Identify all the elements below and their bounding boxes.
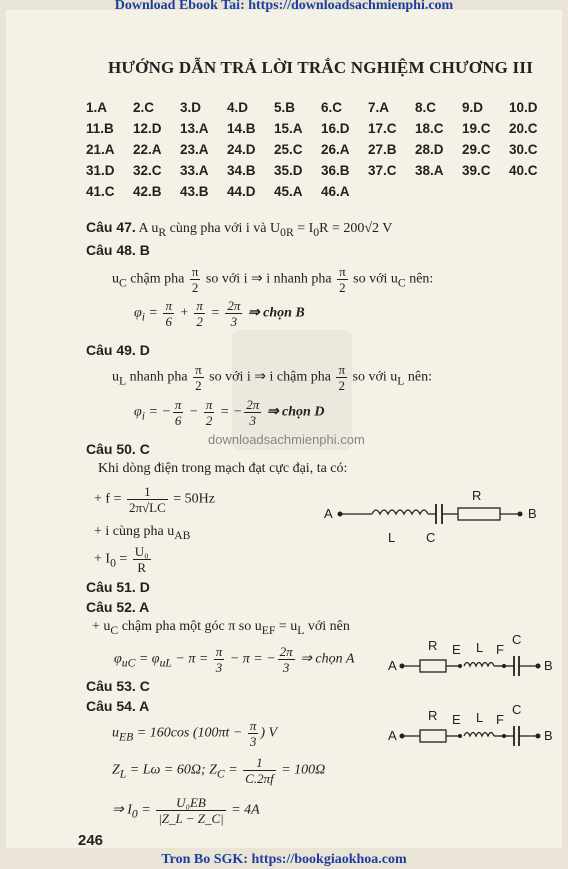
q48-text: φ [134,305,142,321]
inductor-symbol [464,733,494,737]
resistor-label: R [428,638,438,653]
answer-cell: 15.A [274,121,303,136]
q52-equation [114,644,354,675]
q52-sub: C [110,623,119,637]
answer-cell: 40.C [509,163,538,178]
q48-frac [225,298,242,329]
resistor-symbol [420,660,446,672]
answer-cell: 30.C [509,142,538,157]
q49-frac-den: 3 [249,413,257,428]
q54-text: = 100Ω [277,762,326,778]
q48-frac [194,298,205,329]
answer-cell: 7.A [368,100,390,115]
q52-result: ⇒ chọn A [296,651,355,667]
q50-intro: Khi dòng điện trong mạch đạt cực đại, ta có: [98,461,348,476]
q48-sub: C [397,276,406,290]
answer-cell: 4.D [227,100,249,115]
q49-frac-den: 2 [205,413,213,428]
q48-text: so với i ⇒ i nhanh pha [202,271,336,287]
q50-frac-den: R [137,560,147,575]
q52-text: = u [275,619,298,634]
q50-frac-den: 2π√LC [128,500,166,515]
q48-text: chậm pha [126,271,188,287]
q54-sub: EB [119,730,134,744]
q49-text: φ [134,404,142,420]
q49-text: = − [145,404,171,420]
answer-cell: 13.A [180,121,209,136]
answer-cell: 17.C [368,121,397,136]
node-a-label: A [388,728,397,743]
q47-sub: 0 [313,225,320,239]
q54-sub: C [216,767,225,781]
q54-text: ) V [260,725,278,741]
answer-key-grid [86,98,556,201]
q50-title: Câu 50. C [86,441,150,457]
q48-text: u [112,271,119,287]
answer-cell: 23.A [180,142,209,157]
q52-frac-num: 2π [279,644,293,659]
circuit-diagram-q52 [388,628,558,688]
q52-text: + u [92,619,111,634]
q48-frac-num: π [196,298,203,313]
page-number: 246 [78,832,104,849]
download-banner[interactable]: Download Ebook Tai: https://downloadsachmienphi.com [114,0,454,13]
q52-title: Câu 52. A [86,599,150,615]
q54-frac [243,755,276,786]
q52-text: = φ [135,651,160,667]
q51-title: Câu 51. D [86,579,150,595]
node-e-dot [458,734,462,738]
q48-frac [163,298,174,329]
answer-cell: 29.C [462,142,491,157]
q49-frac-den: 6 [174,413,182,428]
q52-text: chậm pha một góc π so u [118,619,262,634]
answer-cell: 5.B [274,100,296,115]
answer-cell: 45.A [274,184,303,199]
answer-cell: 12.D [133,121,162,136]
answer-cell: 9.D [462,100,484,115]
q49-text: nên: [404,369,432,385]
q52-sub: EF [261,623,276,637]
answer-cell: 42.B [133,184,162,199]
node-a-label: A [388,658,397,673]
capacitor-label: C [512,632,522,647]
answer-cell: 11.B [86,121,114,136]
q54-text: Z [112,762,120,778]
q49-frac-num: 2π [246,397,260,412]
resistor-symbol [458,508,500,520]
q49-frac-num: π [205,397,213,412]
q50-frac-num: U₀ [134,544,149,559]
inductor-label: L [476,640,484,655]
q49-text: nhanh pha [126,369,192,385]
q50-frac [127,484,168,515]
q52-line1 [92,619,350,637]
q48-sub: C [119,276,127,290]
q52-frac-den: 3 [215,660,223,675]
q54-frac [248,718,259,749]
q48-frac-den: 2 [196,314,203,329]
answer-cell: 44.D [227,184,256,199]
answer-cell: 19.C [462,121,491,136]
answer-cell: 24.D [227,142,256,157]
watermark-text: downloadsachmienphi.com [208,432,365,447]
q47-title: Câu 47. [86,219,136,235]
q54-text: = 4A [227,802,260,818]
answer-cell: 28.D [415,142,444,157]
q48-result: ⇒ chọn B [247,305,305,321]
answer-cell: 27.B [368,142,397,157]
q48-frac [337,264,348,295]
node-e-label: E [452,642,461,657]
q48-frac-den: 6 [165,314,172,329]
q47-text: A u [138,221,159,236]
q49-frac-den: 2 [195,378,202,393]
q50-frac-num: 1 [127,484,168,500]
inductor-label: L [476,710,484,725]
q54-impedance [112,755,325,786]
answer-cell: 10.D [509,100,538,115]
q48-text: so với u [349,271,398,287]
q52-frac [214,644,225,675]
circuit-diagram-q54 [388,698,558,758]
q54-text: = 160cos (100πt − [133,725,246,741]
q49-sub: L [397,374,405,388]
q52-text: φ [114,651,122,667]
node-b-dot [536,664,541,669]
resistor-label: R [428,708,438,723]
q48-text: + [175,305,193,321]
answer-cell: 20.C [509,121,538,136]
q52-sub: uC [121,656,136,670]
q49-frac-num: π [174,397,182,412]
answer-cell: 38.A [415,163,444,178]
q47-sub: R [158,225,167,239]
q48-frac-den: 3 [230,314,238,329]
q49-sub: i [141,409,145,423]
q54-text: = Lω = 60Ω; Z [126,762,217,778]
q54-voltage [112,718,277,749]
q48-text: nên: [405,271,434,287]
q47-sub: 0R [280,225,294,239]
node-e-label: E [452,712,461,727]
node-f-label: F [496,712,504,727]
q50-text: = [115,551,131,567]
q48-text: = [145,305,162,321]
q52-text: − π = [171,651,212,667]
inductor-label: L [388,530,396,545]
q54-text: u [112,725,119,741]
sgk-banner[interactable]: Tron Bo SGK: https://bookgiaokhoa.com [161,852,407,867]
q47-text: R = 200√2 V [319,221,393,236]
answer-cell: 39.C [462,163,491,178]
node-e-dot [458,664,462,668]
q50-text: + I [94,551,111,567]
node-b-label: B [544,658,553,673]
q54-title: Câu 54. A [86,698,150,714]
q49-title: Câu 49. D [86,342,150,358]
q48-frac-den: 2 [191,280,199,295]
q47-text: = I [293,221,314,236]
q49-text: so với u [349,369,398,385]
answer-cell: 34.B [227,163,256,178]
q52-text: − π = − [226,651,276,667]
node-b-label: B [544,728,553,743]
q49-frac-den: 2 [338,378,345,393]
q50-frac [133,544,151,575]
inductor-symbol [464,663,494,667]
q49-text: − [185,404,202,420]
circuit-diagram-q50 [320,488,550,550]
q50-text: + i cùng pha u [94,524,175,539]
q54-current [112,795,260,826]
q49-text: so với i ⇒ i chậm pha [205,369,335,385]
page-title: HƯỚNG DẪN TRẢ LỜI TRẮC NGHIỆM CHƯƠNG III [108,58,534,77]
q52-frac-num: π [215,644,223,659]
answer-cell: 46.A [321,184,350,199]
q48-frac-num: π [339,264,346,279]
q47-line [86,219,392,239]
q54-text: ⇒ I [112,802,132,818]
q50-bullet-f [94,484,215,515]
answer-cell: 1.A [86,100,108,115]
answer-cell: 2.C [133,100,155,115]
node-b-dot [536,734,541,739]
answer-cell: 41.C [86,184,115,199]
capacitor-label: C [426,530,436,545]
q50-text: + f = [94,491,125,507]
q50-sub: 0 [110,556,116,570]
q52-frac-den: 3 [282,660,290,675]
q48-line1 [112,264,433,295]
q48-frac-num: π [165,298,172,313]
q54-frac-den: 3 [249,734,257,749]
q54-frac-num: π [249,718,257,733]
answer-cell: 37.C [368,163,397,178]
q49-frac [336,362,347,393]
q49-result: ⇒ chọn D [266,404,325,420]
answer-cell: 21.A [86,142,115,157]
answer-cell: 33.A [180,163,209,178]
q49-line1 [112,362,432,393]
q48-sub: i [141,310,145,324]
answer-cell: 31.D [86,163,115,178]
q54-text: = [224,762,242,778]
q54-frac-num: 1 [243,755,276,771]
q49-frac [193,362,204,393]
answer-cell: 3.D [180,100,202,115]
q49-frac [204,397,215,428]
answer-cell: 22.A [133,142,162,157]
answer-cell: 16.D [321,121,350,136]
answer-cell: 35.D [274,163,303,178]
q53-title: Câu 53. C [86,678,150,694]
q54-frac [156,795,226,826]
answer-cell: 14.B [227,121,256,136]
q48-title: Câu 48. B [86,242,150,258]
q49-text: = − [216,404,243,420]
q54-frac-den: |Z_L − Z_C| [158,811,224,826]
q49-frac [173,397,184,428]
answer-cell: 32.C [133,163,162,178]
answer-cell: 18.C [415,121,444,136]
q48-frac-num: π [191,264,199,279]
q49-frac-num: π [195,362,202,377]
q54-sub: L [119,767,127,781]
q49-frac-num: π [338,362,346,377]
resistor-symbol [420,730,446,742]
q50-bullet-current [94,544,153,575]
node-a-label: A [324,506,333,521]
q54-frac-num: U₀EB [156,795,226,811]
answer-cell: 25.C [274,142,303,157]
q52-frac [278,644,295,675]
q47-text: cùng pha với i và U [166,221,281,236]
inductor-symbol [372,510,428,514]
q52-text: với nên [304,619,350,634]
q54-text: = [137,802,155,818]
q50-bullet-phase [94,524,190,542]
answer-cell: 36.B [321,163,350,178]
q48-equation [134,298,305,329]
answer-cell: 6.C [321,100,343,115]
q52-sub: uL [159,656,172,670]
q50-sub: AB [174,528,191,542]
q54-sub: 0 [131,807,138,821]
answer-cell: 43.B [180,184,209,199]
capacitor-label: C [512,702,522,717]
q52-sub: L [297,623,305,637]
node-f-label: F [496,642,504,657]
q49-equation [134,397,324,428]
q48-frac-num: 2π [227,298,241,313]
answer-cell: 26.A [321,142,350,157]
answer-cell: 8.C [415,100,437,115]
node-b-dot [518,512,523,517]
q48-frac [190,264,201,295]
q48-text: = [206,305,224,321]
q49-frac [244,397,261,428]
q49-sub: L [119,374,127,388]
q54-frac-den: C.2πf [245,771,274,786]
q48-frac-den: 2 [339,280,346,295]
node-b-label: B [528,506,537,521]
resistor-label: R [472,488,482,503]
q49-text: u [112,369,119,385]
q50-text: = 50Hz [169,491,215,507]
